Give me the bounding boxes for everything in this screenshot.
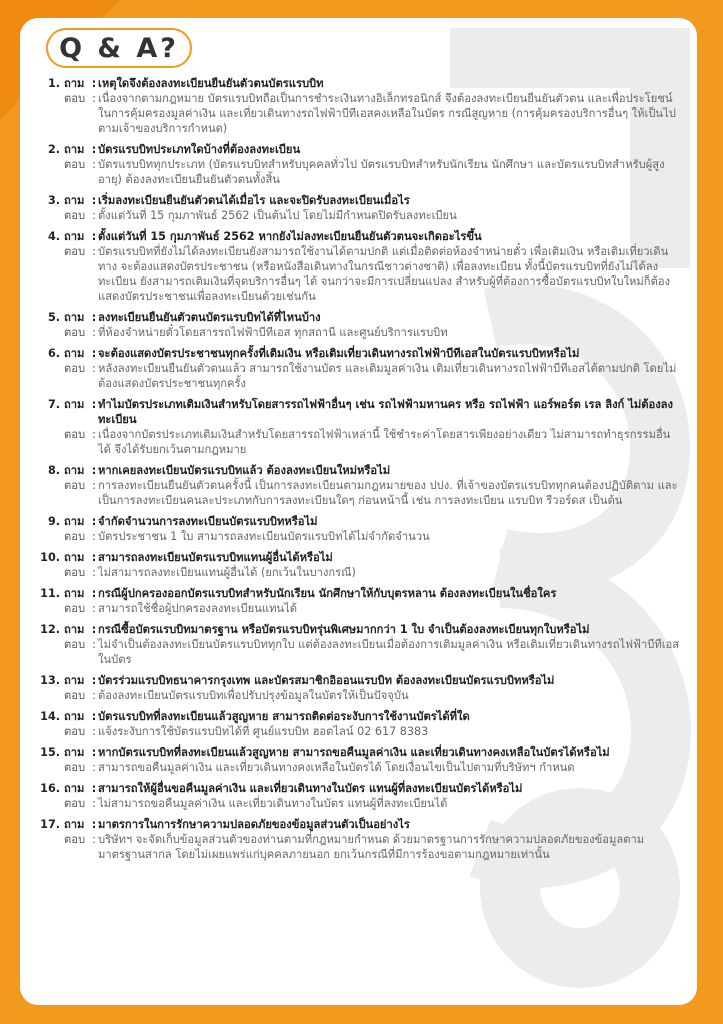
answer-text: เนื่องจากบัตรประเภทเติมเงินสำหรับโดยสารรถไฟฟ้าเหล่านี้ ใช้ชำระค่าโดยสารเพียงอย่างเดียว ไม่สามารถทำธุรกรรมอื่นได้ จึงได้รับยกเว้นตามกฎหมาย	[98, 428, 671, 456]
answer-label: ตอบ :	[64, 689, 96, 702]
question-number: 7.	[47, 398, 60, 411]
question-number: 12.	[40, 623, 60, 636]
qa-item	[38, 673, 680, 703]
qa-item	[38, 310, 680, 340]
question-text: เริ่มลงทะเบียนยืนยันตัวตนได้เมื่อไร และจะปิดรับลงทะเบียนเมื่อไร	[98, 194, 410, 207]
answer-text: บัตรแรบบิทที่ยังไม่ได้ลงทะเบียนยังสามารถใช้งานได้ตามปกติ แต่เมื่อติดต่อห้องจำหน่ายตั๋ว เพื่อเติมเงิน หรือเติมเที่ยวเดินทาง จะต้องแสดงบัตรประชาชน (หรือหนังสือเดินทางในกรณีชาวต่างชาติ) เพื่อลงทะเบียน ทั้งนี้บัตรแรบบิทที่ยังไม่ได้ลงทะเบียน ยังสามารถเติมเงินที่จุดบริการอื่นๆ ได้ จนกว่าจะมีการเปลี่ยนแปลง สำหรับผู้ที่ต้องการซื้อบัตรแรบบิทใบใหม่ก็ต้องแสดงบัตรประชาชนเพื่อลงทะเบียนด้วยเช่นกัน	[98, 245, 671, 303]
question-row	[38, 745, 680, 760]
qa-card	[20, 18, 697, 1005]
question-label: ถาม :	[64, 515, 97, 528]
answer-label: ตอบ :	[64, 725, 96, 738]
question-label: ถาม :	[64, 551, 97, 564]
answer-label: ตอบ :	[64, 602, 96, 615]
answer-text: ที่ห้องจำหน่ายตั๋วโดยสารรถไฟฟ้าบีทีเอส ทุกสถานี และศูนย์บริการแรบบิท	[98, 326, 448, 339]
qa-item	[38, 463, 680, 508]
answer-text: แจ้งระงับการใช้บัตรแรบบิทได้ที่ ศูนย์แรบบิท ฮอตไลน์ 02 617 8383	[98, 725, 429, 738]
qa-item	[38, 514, 680, 544]
answer-text: ไม่จำเป็นต้องลงทะเบียนบัตรแรบบิททุกใบ แต่ต้องลงทะเบียนเมื่อต้องการเติมมูลค่าเงิน หรือเติมเที่ยวเดินทางรถไฟฟ้าบีทีเอสในบัตร	[98, 638, 680, 666]
question-number: 9.	[47, 515, 60, 528]
question-text: หากบัตรแรบบิทที่ลงทะเบียนแล้วสูญหาย สามารถขอคืนมูลค่าเงิน และเที่ยวเดินทางคงเหลือในบัตรได้หรือไม่	[98, 746, 610, 759]
question-row	[38, 346, 680, 361]
qa-item	[38, 745, 680, 775]
question-text: กรณีผู้ปกครองออกบัตรแรบบิทสำหรับนักเรียน นักศึกษาให้กับบุตรหลาน ต้องลงทะเบียนในชื่อใคร	[98, 587, 557, 600]
question-number: 8.	[47, 464, 60, 477]
answer-label: ตอบ :	[64, 566, 96, 579]
answer-row	[38, 637, 680, 667]
answer-text: ตั้งแต่วันที่ 15 กุมภาพันธ์ 2562 เป็นต้นไป โดยไม่มีกำหนดปิดรับลงทะเบียน	[98, 209, 457, 222]
answer-row	[38, 688, 680, 703]
question-label: ถาม :	[64, 77, 97, 90]
question-row	[38, 817, 680, 832]
question-number: 5.	[47, 311, 60, 324]
question-number: 11.	[40, 587, 60, 600]
answer-row	[38, 325, 680, 340]
question-row	[38, 463, 680, 478]
question-label: ถาม :	[64, 230, 97, 243]
answer-label: ตอบ :	[64, 530, 96, 543]
question-label: ถาม :	[64, 710, 97, 723]
question-label: ถาม :	[64, 347, 97, 360]
answer-row	[38, 478, 680, 508]
question-text: มาตรการในการรักษาความปลอดภัยของข้อมูลส่วนตัวเป็นอย่างไร	[98, 818, 410, 831]
answer-row	[38, 91, 680, 136]
question-number: 1.	[47, 77, 60, 90]
question-number: 13.	[40, 674, 60, 687]
answer-label: ตอบ :	[64, 362, 96, 375]
question-text: หากเคยลงทะเบียนบัตรแรบบิทแล้ว ต้องลงทะเบียนใหม่หรือไม่	[98, 464, 391, 477]
question-row	[38, 142, 680, 157]
answer-label: ตอบ :	[64, 761, 96, 774]
question-label: ถาม :	[64, 398, 97, 411]
question-number: 14.	[40, 710, 60, 723]
question-text: บัตรแรบบิทที่ลงทะเบียนแล้วสูญหาย สามารถติดต่อระงับการใช้งานบัตรได้ที่ใด	[98, 710, 470, 723]
question-row	[38, 76, 680, 91]
question-label: ถาม :	[64, 587, 97, 600]
question-row	[38, 781, 680, 796]
question-text: สามารถลงทะเบียนบัตรแรบบิทแทนผู้อื่นได้หรือไม่	[98, 551, 333, 564]
qa-item	[38, 550, 680, 580]
answer-text: สามารถขอคืนมูลค่าเงิน และเที่ยวเดินทางคงเหลือในบัตรได้ โดยเงื่อนไขเป็นไปตามที่บริษัทฯ กำหนด	[98, 761, 575, 774]
answer-text: บริษัทฯ จะจัดเก็บข้อมูลส่วนตัวของท่านตามที่กฎหมายกำหนด ด้วยมาตรฐานการรักษาความปลอดภัยของข้อมูลตามมาตรฐานสากล โดยไม่เผยแพร่แก่บุคคลภายนอก ยกเว้นกรณีที่มีการร้องขอตามกฎหมายเท่านั้น	[98, 833, 645, 861]
question-text: ตั้งแต่วันที่ 15 กุมภาพันธ์ 2562 หากยังไม่ลงทะเบียนยืนยันตัวตนจะเกิดอะไรขึ้น	[98, 230, 482, 243]
answer-text: ไม่สามารถลงทะเบียนแทนผู้อื่นได้ (ยกเว้นในบางกรณี)	[98, 566, 356, 579]
question-number: 10.	[40, 551, 60, 564]
question-number: 15.	[40, 746, 60, 759]
qa-item	[38, 586, 680, 616]
answer-row	[38, 361, 680, 391]
answer-label: ตอบ :	[64, 797, 96, 810]
question-number: 16.	[40, 782, 60, 795]
qa-item	[38, 193, 680, 223]
answer-text: บัตรแรบบิททุกประเภท (บัตรแรบบิทสำหรับบุคคลทั่วไป บัตรแรบบิทสำหรับนักเรียน นักศึกษา และบัตรแรบบิทสำหรับผู้สูงอายุ) ต้องลงทะเบียนยืนยันตัวตนทั้งสิ้น	[98, 158, 665, 186]
qa-item	[38, 709, 680, 739]
answer-label: ตอบ :	[64, 209, 96, 222]
answer-text: การลงทะเบียนยืนยันตัวตนครั้งนี้ เป็นการลงทะเบียนตามกฎหมายของ ปปง. ที่เจ้าของบัตรแรบบิททุกคนต้องปฏิบัติตาม และเป็นการลงทะเบียนคนละประเภทกับการลงทะเบียนใดๆ ก่อนหน้านี้ เช่น การลงทะเบียน แรบบิท รีวอร์ดส เป็นต้น	[98, 479, 678, 507]
qa-item	[38, 781, 680, 811]
question-label: ถาม :	[64, 746, 97, 759]
answer-text: สามารถใช้ชื่อผู้ปกครองลงทะเบียนแทนได้	[98, 602, 297, 615]
qa-item	[38, 76, 680, 136]
answer-label: ตอบ :	[64, 245, 96, 258]
answer-label: ตอบ :	[64, 479, 96, 492]
question-row	[38, 397, 680, 427]
qa-item	[38, 346, 680, 391]
qa-list	[38, 76, 680, 868]
question-label: ถาม :	[64, 623, 97, 636]
question-row	[38, 310, 680, 325]
question-row	[38, 229, 680, 244]
qa-item	[38, 142, 680, 187]
question-number: 3.	[47, 194, 60, 207]
qa-item	[38, 229, 680, 304]
question-text: สามารถให้ผู้อื่นขอคืนมูลค่าเงิน และเที่ยวเดินทางในบัตร แทนผู้ที่ลงทะเบียนบัตรได้หรือไม่	[98, 782, 523, 795]
answer-label: ตอบ :	[64, 833, 96, 846]
question-row	[38, 193, 680, 208]
answer-row	[38, 724, 680, 739]
answer-text: หลังลงทะเบียนยืนยันตัวตนแล้ว สามารถใช้งานบัตร และเติมมูลค่าเงิน เติมเที่ยวเดินทางรถไฟฟ้าบีทีเอสได้ตามปกติ โดยไม่ต้องแสดงบัตรประชาชนทุกครั้ง	[98, 362, 677, 390]
question-number: 6.	[47, 347, 60, 360]
answer-text: เนื่องจากตามกฎหมาย บัตรแรบบิทถือเป็นการชำระเงินทางอิเล็กทรอนิกส์ จึงต้องลงทะเบียนยืนยันตัวตน และเพื่อประโยชน์ในการคุ้มครองมูลค่าเงิน และเที่ยวเดินทางรถไฟฟ้าบีทีเอสคงเหลือในบัตร กรณีสูญหาย (การคุ้มครองบริการอื่นๆ ให้เป็นไปตามเจ้าของบริการกำหนด)	[98, 92, 676, 135]
answer-label: ตอบ :	[64, 638, 96, 651]
question-text: ทำไมบัตรประเภทเติมเงินสำหรับโดยสารรถไฟฟ้าอื่นๆ เช่น รถไฟฟ้ามหานคร หรือ รถไฟฟ้า แอร์พอร์ต เรล ลิงก์ ไม่ต้องลงทะเบียน	[98, 398, 673, 426]
answer-label: ตอบ :	[64, 326, 96, 339]
answer-row	[38, 529, 680, 544]
answer-row	[38, 832, 680, 862]
answer-text: ไม่สามารถขอคืนมูลค่าเงิน และเที่ยวเดินทางในบัตร แทนผู้ที่ลงทะเบียนได้	[98, 797, 448, 810]
question-label: ถาม :	[64, 782, 97, 795]
question-text: จะต้องแสดงบัตรประชาชนทุกครั้งที่เติมเงิน หรือเติมเที่ยวเดินทางรถไฟฟ้าบีทีเอสในบัตรแรบบิทหรือไม่	[98, 347, 580, 360]
question-number: 2.	[47, 143, 60, 156]
question-label: ถาม :	[64, 464, 97, 477]
question-text: เหตุใดจึงต้องลงทะเบียนยืนยันตัวตนบัตรแรบบิท	[98, 77, 324, 90]
answer-label: ตอบ :	[64, 428, 96, 441]
answer-row	[38, 427, 680, 457]
question-number: 17.	[40, 818, 60, 831]
question-row	[38, 586, 680, 601]
answer-row	[38, 760, 680, 775]
question-row	[38, 550, 680, 565]
answer-row	[38, 208, 680, 223]
answer-text: ต้องลงทะเบียนบัตรแรบบิทเพื่อปรับปรุงข้อมูลในบัตรให้เป็นปัจจุบัน	[98, 689, 409, 702]
answer-row	[38, 244, 680, 304]
answer-row	[38, 796, 680, 811]
question-row	[38, 514, 680, 529]
answer-label: ตอบ :	[64, 158, 96, 171]
question-label: ถาม :	[64, 143, 97, 156]
question-row	[38, 709, 680, 724]
question-label: ถาม :	[64, 311, 97, 324]
answer-text: บัตรประชาชน 1 ใบ สามารถลงทะเบียนบัตรแรบบิทได้ไม่จำกัดจำนวน	[98, 530, 430, 543]
question-number: 4.	[47, 230, 60, 243]
question-label: ถาม :	[64, 194, 97, 207]
answer-label: ตอบ :	[64, 92, 96, 105]
question-text: จำกัดจำนวนการลงทะเบียนบัตรแรบบิทหรือไม่	[98, 515, 318, 528]
question-text: กรณีซื้อบัตรแรบบิทมาตรฐาน หรือบัตรแรบบิทรุ่นพิเศษมากกว่า 1 ใบ จำเป็นต้องลงทะเบียนทุกใบหรือไม่	[98, 623, 590, 636]
question-text: ลงทะเบียนยืนยันตัวตนบัตรแรบบิทได้ที่ไหนบ้าง	[98, 311, 321, 324]
question-row	[38, 673, 680, 688]
qa-item	[38, 817, 680, 862]
answer-row	[38, 601, 680, 616]
question-text: บัตรแรบบิทประเภทใดบ้างที่ต้องลงทะเบียน	[98, 143, 301, 156]
answer-row	[38, 157, 680, 187]
question-row	[38, 622, 680, 637]
qa-item	[38, 397, 680, 457]
page-title: Q & A?	[46, 28, 192, 68]
question-label: ถาม :	[64, 674, 97, 687]
answer-row	[38, 565, 680, 580]
question-label: ถาม :	[64, 818, 97, 831]
qa-item	[38, 622, 680, 667]
question-text: บัตรร่วมแรบบิทธนาคารกรุงเทพ และบัตรสมาชิกอิออนแรบบิท ต้องลงทะเบียนบัตรแรบบิทหรือไม่	[98, 674, 555, 687]
